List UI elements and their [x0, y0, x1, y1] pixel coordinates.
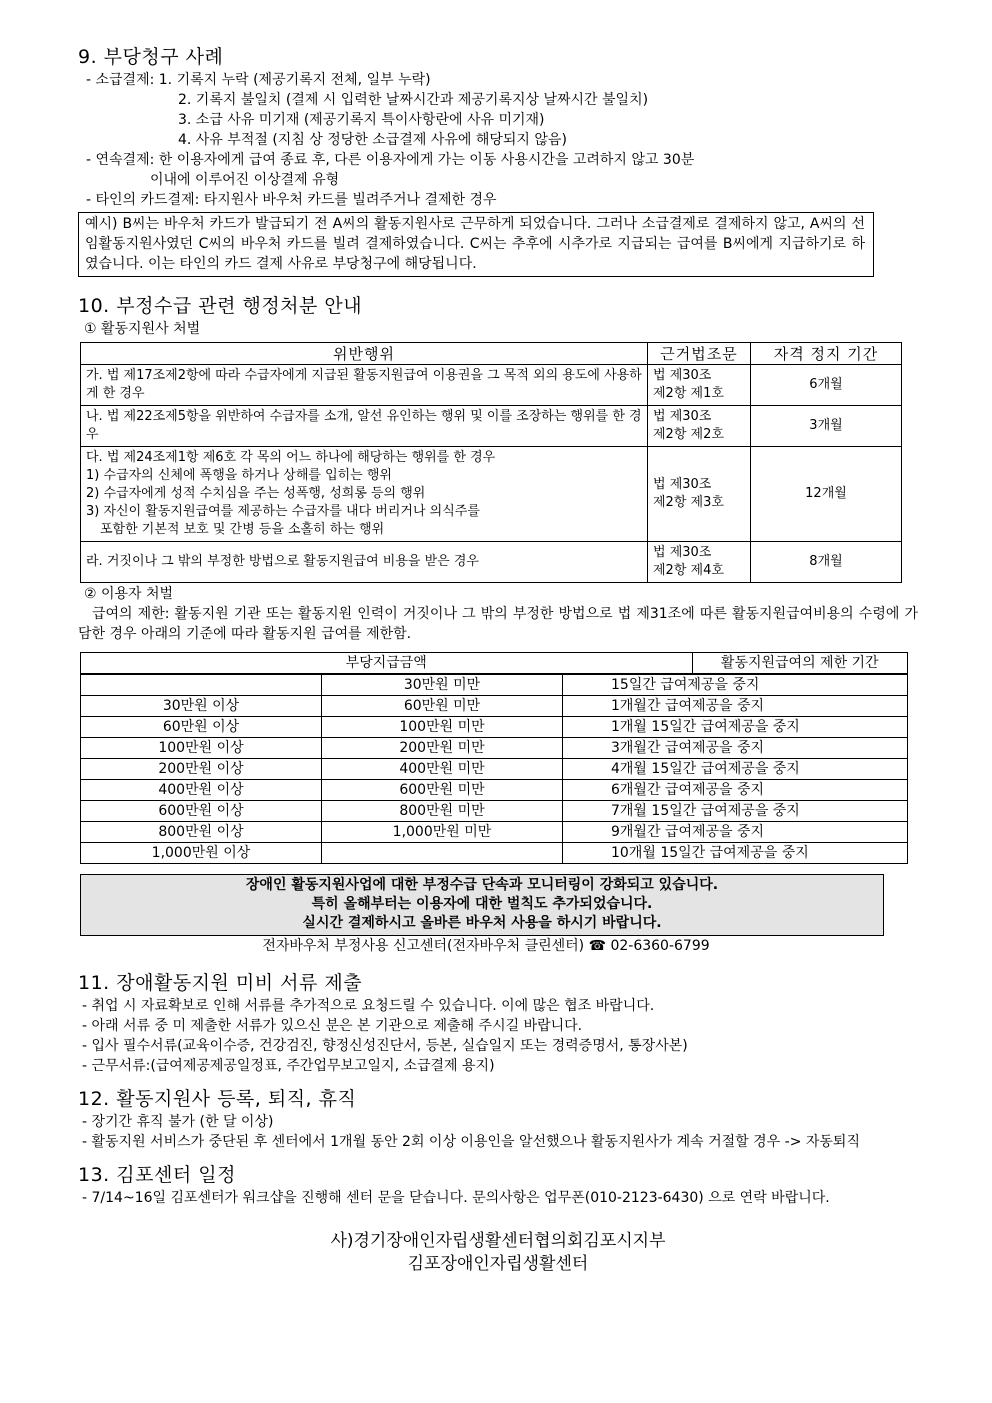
amount-min-cell: 60만원 이상	[81, 717, 322, 738]
amount-max-cell: 60만원 미만	[322, 696, 563, 717]
user-penalty-text: 급여의 제한: 활동지원 기관 또는 활동지원 인력이 거짓이나 그 밖의 부정한 방법으로 법 제31조에 따른 활동지원급여비용의 수령에 가담한 경우 아래의 기준에 따라 활동지원 급여를 제한함.	[78, 606, 918, 642]
report-hotline: 전자바우처 부정사용 신고센터(전자바우처 클린센터) ☎ 02-6360-6799	[262, 938, 710, 954]
table-row	[81, 447, 902, 542]
retro-payment-item: 2. 기록지 불일치 (결제 시 입력한 날짜시간과 제공기록지상 날짜시간 불일치)	[178, 92, 649, 108]
amount-max-cell: 100만원 미만	[322, 717, 563, 738]
table-row	[81, 759, 908, 780]
violation-cell	[81, 447, 648, 542]
period-cell: 12개월	[751, 447, 902, 542]
notice-line: 실시간 결제하시고 올바른 바우처 사용을 하시기 바랍니다.	[302, 915, 662, 931]
law-cell	[648, 365, 751, 406]
amount-max-cell: 30만원 미만	[322, 675, 563, 696]
section-11-heading: 11. 장애활동지원 미비 서류 제출	[78, 972, 363, 994]
law-cell	[648, 447, 751, 542]
consecutive-payment-case: - 연속결제: 한 이용자에게 급여 종료 후, 다른 이용자에게 가는 이동 사용시간을 고려하지 않고 30분	[86, 152, 695, 168]
limit-period-cell: 1개월 15일간 급여제공을 중지	[563, 717, 908, 738]
table-row	[81, 696, 908, 717]
table-row	[81, 738, 908, 759]
example-box	[78, 212, 874, 277]
section-12-heading: 12. 활동지원사 등록, 퇴직, 휴직	[78, 1088, 357, 1110]
section-10-heading: 10. 부정수급 관련 행정처분 안내	[78, 295, 363, 317]
amount-min-cell: 1,000만원 이상	[81, 843, 322, 864]
amount-max-cell: 400만원 미만	[322, 759, 563, 780]
col-limit-period: 활동지원급여의 제한 기간	[692, 653, 907, 674]
worker-penalty-subheading: ① 활동지원사 처벌	[84, 321, 201, 337]
violation-line: 포함한 기본적 보호 및 간병 등을 소홀히 하는 행위	[100, 522, 385, 537]
table-row	[81, 406, 902, 447]
law-article: 법 제30조	[653, 545, 712, 560]
doc-note: - 근무서류:(급여제공제공일정표, 주간업무보고일지, 소급결제 용지)	[82, 1058, 495, 1074]
footer-center: 김포장애인자립생활센터	[407, 1254, 589, 1274]
resign-note: - 활동지원 서비스가 중단된 후 센터에서 1개월 동안 2회 이상 이용인을 알선했으나 활동지원사가 계속 거절할 경우 -> 자동퇴직	[82, 1134, 860, 1150]
other-card-payment-case: - 타인의 카드결제: 타지원사 바우처 카드를 빌려주거나 결제한 경우	[86, 192, 497, 208]
doc-note: - 취업 시 자료확보로 인해 서류를 추가적으로 요청드릴 수 있습니다. 이에 많은 협조 바랍니다.	[82, 998, 655, 1014]
amount-max-cell: 200만원 미만	[322, 738, 563, 759]
period-cell: 8개월	[751, 542, 902, 583]
consecutive-payment-case-cont: 이내에 이루어진 이상결제 유형	[150, 172, 340, 188]
footer-org: 사)경기장애인자립생활센터협의회김포시지부	[330, 1231, 666, 1251]
law-article: 법 제30조	[653, 477, 712, 492]
law-clause: 제2항 제1호	[653, 386, 724, 401]
notice-line: 특히 올해부터는 이용자에 대한 벌칙도 추가되었습니다.	[311, 896, 653, 912]
limit-period-cell: 1개월간 급여제공을 중지	[563, 696, 908, 717]
doc-note: - 입사 필수서류(교육이수증, 건강검진, 향정신성진단서, 등본, 실습일지 또는 경력증명서, 통장사본)	[82, 1038, 688, 1054]
law-clause: 제2항 제3호	[653, 495, 724, 510]
limit-period-cell: 4개월 15일간 급여제공을 중지	[563, 759, 908, 780]
col-suspension: 자격 정지 기간	[751, 343, 902, 365]
table-row	[81, 780, 908, 801]
amount-max-cell: 600만원 미만	[322, 780, 563, 801]
limit-period-cell: 10개월 15일간 급여제공을 중지	[563, 843, 908, 864]
section-9-heading: 9. 부당청구 사례	[78, 46, 224, 68]
table-row	[81, 542, 902, 583]
user-penalty-subheading: ② 이용자 처벌	[84, 586, 174, 602]
amount-max-cell	[322, 843, 563, 864]
amount-min-cell: 400만원 이상	[81, 780, 322, 801]
table-header-row	[81, 343, 902, 365]
limit-period-cell: 9개월간 급여제공을 중지	[563, 822, 908, 843]
violation-line: 1) 수급자의 신체에 폭행을 하거나 상해를 입히는 행위	[86, 468, 392, 483]
document-page	[78, 44, 918, 1276]
table-row	[81, 801, 908, 822]
doc-note: - 아래 서류 중 미 제출한 서류가 있으신 분은 본 기관으로 제출해 주시길 바랍니다.	[82, 1018, 583, 1034]
law-article: 법 제30조	[653, 368, 712, 383]
limit-period-cell: 7개월 15일간 급여제공을 중지	[563, 801, 908, 822]
limit-period-cell: 6개월간 급여제공을 중지	[563, 780, 908, 801]
notice-line: 장애인 활동지원사업에 대한 부정수급 단속과 모니터링이 강화되고 있습니다.	[245, 877, 719, 893]
retro-payment-item: 3. 소급 사유 미기재 (제공기록지 특이사항란에 사유 미기재)	[178, 112, 545, 128]
violation-line: 다. 법 제24조제1항 제6호 각 목의 어느 하나에 해당하는 행위를 한 경우	[86, 450, 496, 465]
amount-max-cell: 1,000만원 미만	[322, 822, 563, 843]
violation-line: 2) 수급자에게 성적 수치심을 주는 성폭행, 성희롱 등의 행위	[86, 486, 426, 501]
law-cell	[648, 406, 751, 447]
amount-min-cell: 30만원 이상	[81, 696, 322, 717]
worker-penalty-table	[80, 342, 902, 583]
retro-payment-item: 4. 사유 부적절 (지침 상 정당한 소급결제 사유에 해당되지 않음)	[178, 132, 567, 148]
table-row	[81, 365, 902, 406]
period-cell: 6개월	[751, 365, 902, 406]
notice-box	[80, 874, 884, 936]
table-header-row	[81, 653, 908, 674]
table-row	[81, 822, 908, 843]
violation-cell: 나. 법 제22조제5항을 위반하여 수급자를 소개, 알선 유인하는 행위 및 이를 조장하는 행위를 한 경우	[81, 406, 648, 447]
violation-line: 3) 자신이 활동지원급여를 제공하는 수급자를 내다 버리거나 의식주를	[86, 504, 480, 519]
amount-min-cell: 600만원 이상	[81, 801, 322, 822]
amount-min-cell	[81, 675, 322, 696]
table-row	[81, 717, 908, 738]
leave-note: - 장기간 휴직 불가 (한 달 이상)	[82, 1114, 274, 1130]
table-row	[81, 843, 908, 864]
violation-cell: 가. 법 제17조제2항에 따라 수급자에게 지급된 활동지원급여 이용권을 그 목적 외의 용도에 사용하게 한 경우	[81, 365, 648, 406]
example-text: 예시) B씨는 바우처 카드가 발급되기 전 A씨의 활동지원사로 근무하게 되었습니다. 그러나 소급결제로 결제하지 않고, A씨의 선임활동지원사였던 C씨의 바우처 카드를 빌려 결제하였습니다. C씨는 추후에 시추가로 지급되는 급여를 B씨에게 지급하기로 하였습니다. 이는 타인의 카드 결제 사유로 부당청구에 해당됩니다.	[85, 216, 865, 272]
table-row	[81, 675, 908, 696]
violation-cell: 라. 거짓이나 그 밖의 부정한 방법으로 활동지원급여 비용을 받은 경우	[81, 542, 648, 583]
amount-min-cell: 800만원 이상	[81, 822, 322, 843]
user-penalty-table-body	[80, 674, 908, 864]
section-13-heading: 13. 김포센터 일정	[78, 1164, 236, 1186]
amount-max-cell: 800만원 미만	[322, 801, 563, 822]
schedule-note: - 7/14~16일 김포센터가 워크샵을 진행해 센터 문을 닫습니다. 문의사항은 업무폰(010-2123-6430) 으로 연락 바랍니다.	[82, 1190, 830, 1206]
law-cell	[648, 542, 751, 583]
amount-min-cell: 200만원 이상	[81, 759, 322, 780]
law-article: 법 제30조	[653, 409, 712, 424]
retro-payment-case: - 소급결제: 1. 기록지 누락 (제공기록지 전체, 일부 누락)	[86, 72, 431, 88]
col-amount: 부당지급금액	[81, 653, 693, 674]
amount-min-cell: 100만원 이상	[81, 738, 322, 759]
user-penalty-table	[80, 652, 908, 674]
col-violation: 위반행위	[81, 343, 648, 365]
limit-period-cell: 3개월간 급여제공을 중지	[563, 738, 908, 759]
law-clause: 제2항 제2호	[653, 427, 724, 442]
period-cell: 3개월	[751, 406, 902, 447]
limit-period-cell: 15일간 급여제공을 중지	[563, 675, 908, 696]
law-clause: 제2항 제4호	[653, 563, 724, 578]
col-law: 근거법조문	[648, 343, 751, 365]
